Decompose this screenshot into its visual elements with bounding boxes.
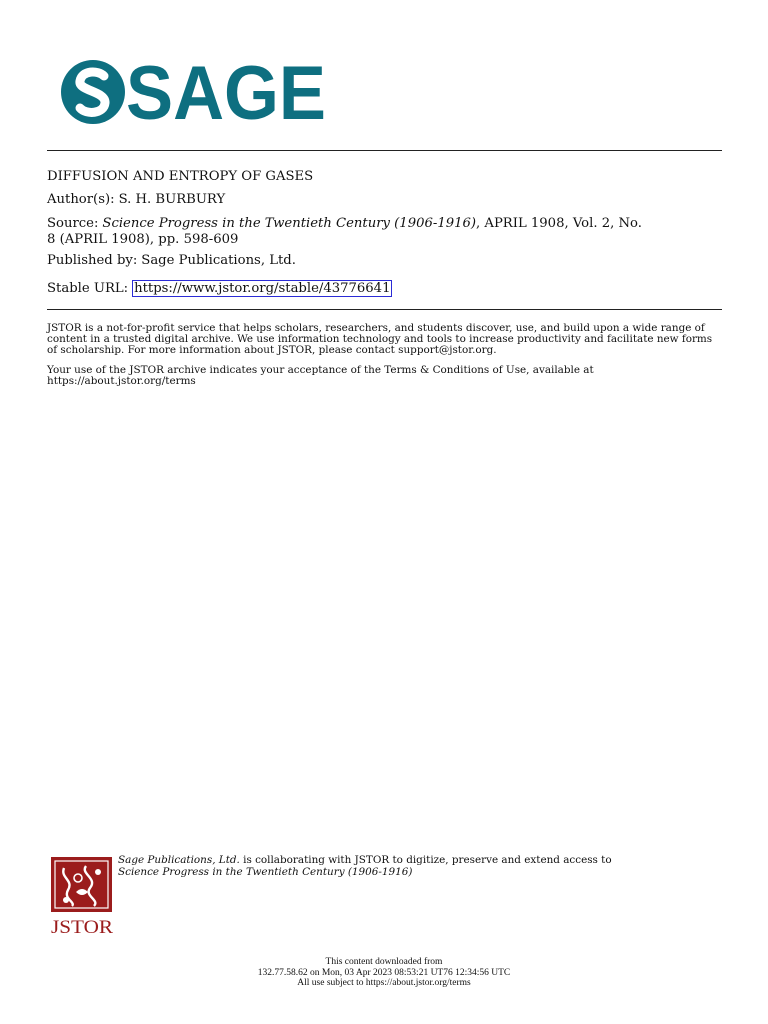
collab-journal: Science Progress in the Twentieth Century (1906-1916) [118,865,413,878]
author-label: Author(s): [47,192,115,207]
terms-paragraph [47,365,722,387]
publisher-name: Sage Publications, Ltd. [141,253,296,268]
top-divider [47,150,722,151]
author-name: S. H. BURBURY [118,192,226,207]
source-label: Source: [47,216,99,231]
footer-line-2: 132.77.58.62 on Mon, 03 Apr 2023 08:53:21 UT76 12:34:56 UTC [257,967,511,978]
footer-line-1: This content downloaded from [325,957,443,967]
source-journal: Science Progress in the Twentieth Century (1906-1916) [102,216,477,231]
sage-s-emblem-icon [61,60,125,124]
author-line [47,192,722,208]
collaboration-note [118,855,718,878]
article-title: DIFFUSION AND ENTROPY OF GASES [47,169,314,184]
jstor-ornament-icon [51,857,112,912]
sage-logo [60,57,330,127]
jstor-notice-paragraph: JSTOR is a not-for-profit service that helps scholars, researchers, and students discover, use, and build upon a wide range of content in a trusted digital archive. We use information technology and tools to increase productivity and facilitate new forms of scholarship. For more information about JSTOR, please contact support@jstor.org. [47,322,713,356]
collab-publisher: Sage Publications, Ltd. [118,854,240,866]
stable-url-line [47,281,722,297]
terms-link[interactable]: https://about.jstor.org/terms [47,375,196,387]
terms-text: Your use of the JSTOR archive indicates your acceptance of the Terms & Conditions of Use, available at [47,364,594,376]
publisher-line [47,253,722,269]
jstor-logo [50,856,114,936]
stable-url-label: Stable URL: [47,281,129,296]
bottom-divider [47,309,722,310]
source-line [47,216,722,248]
stable-url-link[interactable]: https://www.jstor.org/stable/43776641 [134,281,391,296]
footer-line-3: All use subject to https://about.jstor.org/terms [297,978,471,988]
download-footer [0,957,768,989]
sage-logo-text: SAGE [126,57,326,127]
jstor-logo-text: JSTOR [51,917,114,936]
source-details: , APRIL 1908, Vol. 2, No. [476,216,642,231]
published-label: Published by: [47,253,138,268]
source-details-continued: 8 (APRIL 1908), pp. 598-609 [47,232,239,247]
collab-text: is collaborating with JSTOR to digitize, preserve and extend access to [239,854,612,866]
